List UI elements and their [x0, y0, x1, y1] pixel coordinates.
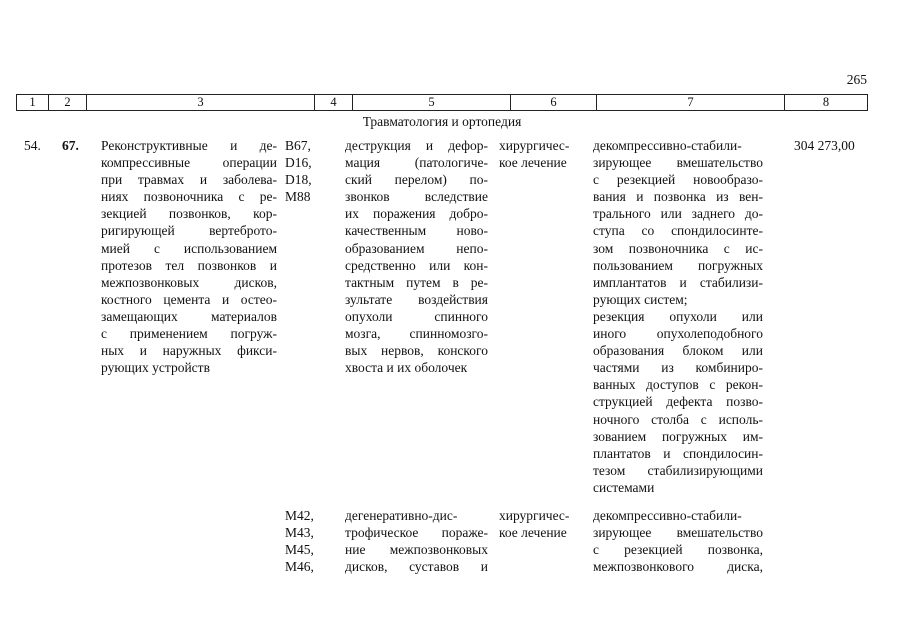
- treatment-type-line: кое лечение: [499, 525, 567, 541]
- patient-model-line: образованием непо-: [345, 240, 488, 256]
- patient-model-line: мозга, спинномозго-: [345, 326, 488, 342]
- price-value: 304 273,00: [794, 138, 855, 153]
- treatment-method-line: вания и позвонка из вен-: [593, 189, 763, 205]
- column-header-6: 6: [511, 95, 597, 110]
- care-type-line: ниях позвоночника с ре-: [101, 189, 277, 205]
- icd-code: D18,: [285, 172, 312, 188]
- treatment-method-line: ступа со спондилосинте-: [593, 223, 763, 239]
- care-type-name: [101, 137, 277, 376]
- patient-model-line: звонков вследствие: [345, 189, 488, 205]
- column-header-row: [16, 94, 868, 111]
- treatment-type-line: хирургичес-: [499, 138, 570, 153]
- column-header-2: 2: [49, 95, 87, 110]
- patient-model-line: зультате воздействия: [345, 291, 488, 307]
- patient-model-line: дегенеративно-дис-: [345, 508, 458, 523]
- treatment-method-group-2: [593, 507, 763, 575]
- treatment-method-line: иного опухолеподобного: [593, 326, 763, 342]
- patient-model-line: средственно или кон-: [345, 257, 488, 273]
- icd-code: M43,: [285, 525, 314, 541]
- group-number: 67.: [62, 138, 79, 153]
- patient-model-line: вых нервов, конского: [345, 343, 488, 359]
- care-type-line: с применением погруж-: [101, 326, 277, 342]
- column-header-7: 7: [597, 95, 785, 110]
- treatment-method-line: зирующее вмешательство: [593, 525, 763, 541]
- treatment-method-line: зом позвоночника с ис-: [593, 240, 763, 256]
- treatment-type-group-1: [499, 137, 579, 171]
- care-type-line: костного цемента и остео-: [101, 291, 277, 307]
- care-type-line: межпозвонковых дисков,: [101, 274, 277, 290]
- treatment-type-line: кое лечение: [499, 155, 567, 171]
- care-type-line: замещающих материалов: [101, 308, 277, 324]
- treatment-method-line: резекция опухоли или: [593, 308, 763, 324]
- care-type-line: ригирующей вертеброто-: [101, 223, 277, 239]
- treatment-method-line: тезом стабилизирующими: [593, 462, 763, 478]
- treatment-method-line: декомпрессивно-стабили-: [593, 508, 742, 523]
- page-number: 265: [846, 72, 867, 87]
- care-type-line: зекцией позвонков, кор-: [101, 206, 277, 222]
- patient-model-line: качественным ново-: [345, 223, 488, 239]
- icd-codes-group-2: [285, 507, 335, 575]
- patient-model-line: деструкция и дефор-: [345, 138, 488, 153]
- treatment-method-line: рующих систем;: [593, 291, 688, 307]
- column-header-5: 5: [353, 95, 511, 110]
- treatment-method-line: декомпрессивно-стабили-: [593, 138, 742, 153]
- care-type-line: протезов тел позвонков и: [101, 257, 277, 273]
- section-title: Травматология и ортопедия: [362, 114, 522, 129]
- row-number: 54.: [24, 138, 41, 153]
- patient-model-line: опухоли спинного: [345, 308, 488, 324]
- patient-model-line: их поражения добро-: [345, 206, 488, 222]
- patient-model-group-1: [345, 137, 488, 376]
- treatment-method-line: зирующее вмешательство: [593, 155, 763, 171]
- treatment-method-line: системами: [593, 479, 655, 495]
- treatment-method-line: имплантатов и стабилизи-: [593, 274, 763, 290]
- icd-code: D16,: [285, 155, 312, 171]
- icd-codes-group-1: [285, 137, 335, 205]
- patient-model-line: ский перелом) по-: [345, 172, 488, 188]
- patient-model-line: хвоста и их оболочек: [345, 360, 468, 376]
- treatment-method-line: ночного столба с исполь-: [593, 411, 763, 427]
- treatment-method-line: струкцией дефекта позво-: [593, 394, 763, 410]
- treatment-method-line: зованием погружных им-: [593, 428, 763, 444]
- care-type-line: рующих устройств: [101, 360, 210, 376]
- treatment-method-line: с резекцией новообразо-: [593, 172, 763, 188]
- treatment-method-line: межпозвонкового диска,: [593, 559, 763, 575]
- patient-model-line: ние межпозвонковых: [345, 542, 488, 558]
- column-header-4: 4: [315, 95, 353, 110]
- treatment-method-line: пользованием погружных: [593, 257, 763, 273]
- treatment-method-line: частями из комбиниро-: [593, 360, 763, 376]
- care-type-line: при травмах и заболева-: [101, 172, 277, 188]
- column-header-8: 8: [822, 95, 830, 109]
- icd-code: M45,: [285, 542, 314, 558]
- treatment-type-line: хирургичес-: [499, 508, 570, 523]
- column-header-1: 1: [17, 95, 49, 110]
- icd-code: M88: [285, 189, 311, 205]
- icd-code: M46,: [285, 559, 314, 575]
- treatment-type-group-2: [499, 507, 579, 541]
- treatment-method-line: трального или заднего до-: [593, 206, 763, 222]
- treatment-method-line: ванных доступов с рекон-: [593, 377, 763, 393]
- icd-code: B67,: [285, 138, 311, 153]
- treatment-method-line: плантатов и спондилосин-: [593, 445, 763, 461]
- patient-model-line: дисков, суставов и: [345, 559, 488, 575]
- treatment-method-line: с резекцией позвонка,: [593, 542, 763, 558]
- care-type-line: мией с использованием: [101, 240, 277, 256]
- care-type-line: компрессивные операции: [101, 155, 277, 171]
- patient-model-group-2: [345, 507, 488, 575]
- care-type-line: Реконструктивные и де-: [101, 138, 277, 153]
- column-header-3: 3: [87, 95, 315, 110]
- icd-code: M42,: [285, 508, 314, 523]
- care-type-line: ных и наружных фикси-: [101, 343, 277, 359]
- patient-model-line: тактным путем в ре-: [345, 274, 488, 290]
- treatment-method-group-1: [593, 137, 763, 496]
- treatment-method-line: образования блоком или: [593, 343, 763, 359]
- patient-model-line: мация (патологиче-: [345, 155, 488, 171]
- patient-model-line: трофическое пораже-: [345, 525, 488, 541]
